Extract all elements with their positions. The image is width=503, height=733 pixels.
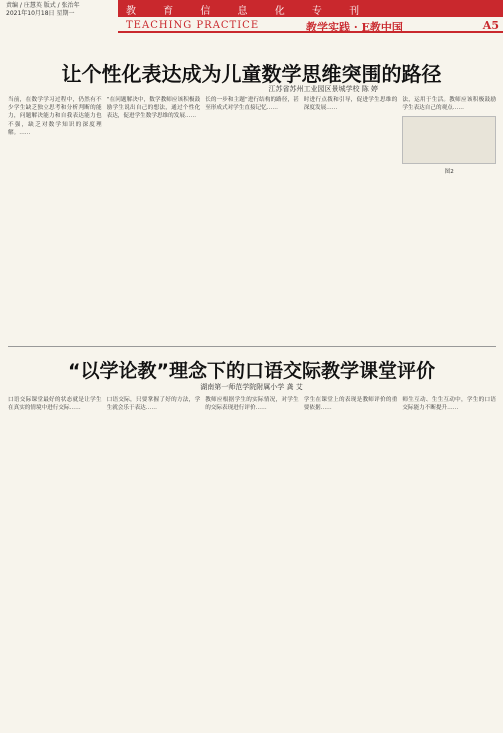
article2-title: “以学论教”理念下的口语交际教学课堂评价: [68, 360, 435, 382]
article2-col1: 口语交际课堂最好的状态就是让学生在真实的情境中进行交际……: [8, 397, 102, 412]
article2-byline: 湖南第一师范学院附属小学 龚 艾: [200, 383, 303, 391]
article1-byline: 江苏省苏州工业园区景城学校 陈 婷: [268, 85, 378, 93]
article1-body: [8, 96, 496, 346]
article1-col5: [402, 96, 496, 346]
article1-col1: 当前，在数学学习过程中，仍然有不少学生缺乏独立思考和分析判断的能力，问题解决能力和自我表达能力也不强，缺乏对数学知识的深度理解。……: [8, 97, 102, 136]
article2-col5: 师生互动、生生互动中，学生的口语交际能力不断提升……: [402, 397, 496, 412]
section-band-title: 教 育 信 息 化 专 刊: [126, 6, 372, 17]
article-divider: [8, 346, 496, 347]
issue-date: 2021年10月18日 星期一: [6, 10, 75, 17]
article1-figure: [402, 116, 496, 164]
article1-col2: “在问题解决中，数学教师应该积极鼓励学生说出自己的想法，通过个性化表达，促进学生数学思维的发展……: [106, 97, 201, 120]
article1-title: 让个性化表达成为儿童数学思维突围的路径: [61, 62, 442, 86]
article2-col2: 口语交际，只要掌握了好的方法，学生就会乐于表达……: [106, 397, 201, 412]
article1-col5-text: 法，运用于生活。教师应该积极鼓励学生表达自己的观点……: [402, 97, 496, 112]
figure-caption: 图2: [444, 169, 454, 176]
editor-info: 责编 / 庄慧英 版式 / 张治年: [6, 2, 80, 9]
article2-col4: 学生在课堂上的表现是教师评价的重要依据……: [303, 397, 398, 412]
article1-col4: 时进行点拨和引导，促进学生思维的深度发展……: [303, 97, 398, 112]
section-subtitle-bar: [118, 19, 503, 33]
article1-col3: 长的一步和主题“进行结构的路径，甚至形成式对学生直接记忆……: [205, 97, 299, 112]
masthead: [0, 0, 503, 34]
issue-meta: [6, 2, 80, 18]
header-band: [118, 0, 503, 17]
page-number: A5: [482, 19, 499, 32]
article2-body: [8, 396, 496, 726]
article2-col3: 教师应根据学生的实际情况，对学生的交际表现进行评价……: [205, 397, 299, 412]
section-subtitle-en: TEACHING PRACTICE: [126, 20, 260, 31]
section-subtitle-cn: 教学实践 · E教中国: [306, 21, 403, 34]
